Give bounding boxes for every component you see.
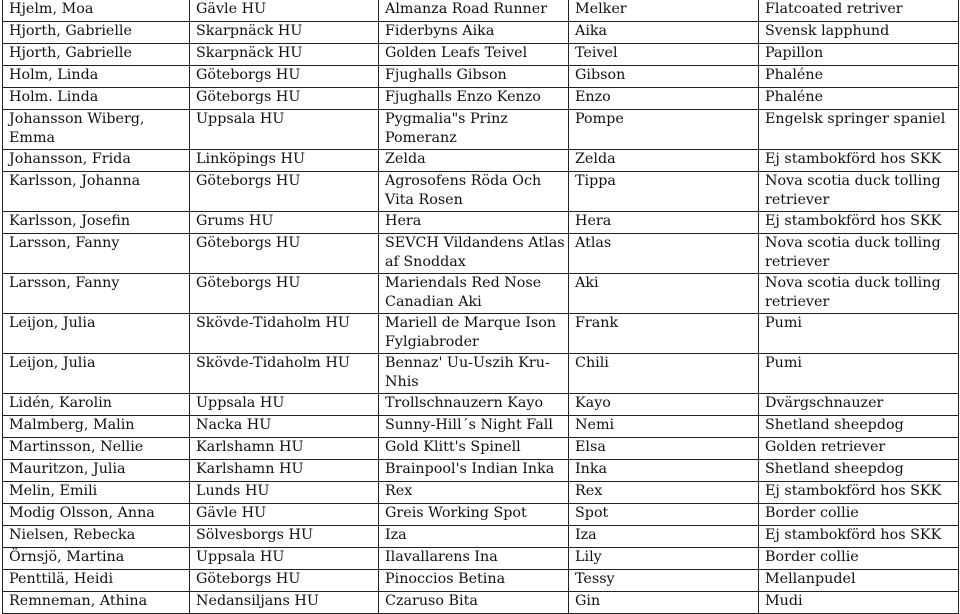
name-cell: Malmberg, Malin (3, 416, 190, 438)
table-row (3, 66, 959, 88)
name-cell: Remneman, Athina (3, 592, 190, 614)
dog-registered-name-cell: Pinoccios Betina (379, 570, 569, 592)
dog-registered-name-cell: Iza (379, 526, 569, 548)
name-cell: Melin, Emili (3, 482, 190, 504)
club-cell: Skarpnäck HU (190, 22, 379, 44)
table-row (3, 150, 959, 172)
dog-registered-name-cell: Hera (379, 212, 569, 234)
table-body (3, 0, 959, 614)
name-cell: Nielsen, Rebecka (3, 526, 190, 548)
dog-registered-name-cell: Fiderbyns Aika (379, 22, 569, 44)
club-cell: Skarpnäck HU (190, 44, 379, 66)
club-cell: Linköpings HU (190, 150, 379, 172)
table-row (3, 0, 959, 22)
name-cell: Hjelm, Moa (3, 0, 190, 22)
dog-call-name-cell: Aki (569, 274, 759, 314)
table-row (3, 438, 959, 460)
name-cell: Hjorth, Gabrielle (3, 44, 190, 66)
dog-registered-name-cell: Brainpool's Indian Inka (379, 460, 569, 482)
club-cell: Nacka HU (190, 416, 379, 438)
dog-registered-name-cell: Rex (379, 482, 569, 504)
dog-registered-name-cell: Ilavallarens Ina (379, 548, 569, 570)
table-row (3, 354, 959, 394)
dog-call-name-cell: Melker (569, 0, 759, 22)
breed-cell: Shetland sheepdog (759, 460, 959, 482)
name-cell: Lidén, Karolin (3, 394, 190, 416)
table-row (3, 110, 959, 150)
breed-cell: Nova scotia duck tolling retriever (759, 274, 959, 314)
table-row (3, 274, 959, 314)
dog-call-name-cell: Rex (569, 482, 759, 504)
breed-cell: Pumi (759, 354, 959, 394)
club-cell: Uppsala HU (190, 110, 379, 150)
breed-cell: Pumi (759, 314, 959, 354)
name-cell: Karlsson, Josefin (3, 212, 190, 234)
dog-call-name-cell: Atlas (569, 234, 759, 274)
dog-registered-name-cell: Fjughalls Gibson (379, 66, 569, 88)
table-row (3, 526, 959, 548)
dog-call-name-cell: Chili (569, 354, 759, 394)
table-row (3, 570, 959, 592)
dog-call-name-cell: Lily (569, 548, 759, 570)
name-cell: Larsson, Fanny (3, 234, 190, 274)
dog-call-name-cell: Spot (569, 504, 759, 526)
dog-call-name-cell: Frank (569, 314, 759, 354)
table-row (3, 460, 959, 482)
dog-registered-name-cell: Agrosofens Röda Och Vita Rosen (379, 172, 569, 212)
club-cell: Lunds HU (190, 482, 379, 504)
breed-cell: Shetland sheepdog (759, 416, 959, 438)
club-cell: Karlshamn HU (190, 438, 379, 460)
table-row (3, 592, 959, 614)
club-cell: Göteborgs HU (190, 88, 379, 110)
club-cell: Skövde-Tidaholm HU (190, 314, 379, 354)
breed-cell: Golden retriever (759, 438, 959, 460)
table-row (3, 314, 959, 354)
table-row (3, 394, 959, 416)
name-cell: Modig Olsson, Anna (3, 504, 190, 526)
dog-call-name-cell: Gin (569, 592, 759, 614)
dog-registered-name-cell: Almanza Road Runner (379, 0, 569, 22)
dog-call-name-cell: Tippa (569, 172, 759, 212)
breed-cell: Engelsk springer spaniel (759, 110, 959, 150)
name-cell: Penttilä, Heidi (3, 570, 190, 592)
dog-registered-name-cell: Bennaz' Uu-Uszih Kru-Nhis (379, 354, 569, 394)
table-row (3, 88, 959, 110)
breed-cell: Phaléne (759, 66, 959, 88)
dog-call-name-cell: Elsa (569, 438, 759, 460)
participant-table (2, 0, 959, 614)
club-cell: Karlshamn HU (190, 460, 379, 482)
name-cell: Leijon, Julia (3, 354, 190, 394)
name-cell: Johansson Wiberg, Emma (3, 110, 190, 150)
table-row (3, 22, 959, 44)
dog-registered-name-cell: SEVCH Vildandens Atlas af Snoddax (379, 234, 569, 274)
table-row (3, 482, 959, 504)
dog-registered-name-cell: Zelda (379, 150, 569, 172)
dog-registered-name-cell: Sunny-Hill´s Night Fall (379, 416, 569, 438)
dog-call-name-cell: Teivel (569, 44, 759, 66)
club-cell: Uppsala HU (190, 394, 379, 416)
dog-call-name-cell: Aika (569, 22, 759, 44)
dog-call-name-cell: Pompe (569, 110, 759, 150)
club-cell: Gävle HU (190, 0, 379, 22)
breed-cell: Nova scotia duck tolling retriever (759, 234, 959, 274)
breed-cell: Mellanpudel (759, 570, 959, 592)
breed-cell: Ej stambokförd hos SKK (759, 150, 959, 172)
dog-call-name-cell: Inka (569, 460, 759, 482)
table-row (3, 416, 959, 438)
dog-call-name-cell: Nemi (569, 416, 759, 438)
club-cell: Göteborgs HU (190, 570, 379, 592)
name-cell: Holm, Linda (3, 66, 190, 88)
breed-cell: Papillon (759, 44, 959, 66)
breed-cell: Ej stambokförd hos SKK (759, 482, 959, 504)
club-cell: Nedansiljans HU (190, 592, 379, 614)
name-cell: Leijon, Julia (3, 314, 190, 354)
dog-call-name-cell: Kayo (569, 394, 759, 416)
name-cell: Johansson, Frida (3, 150, 190, 172)
name-cell: Martinsson, Nellie (3, 438, 190, 460)
breed-cell: Mudi (759, 592, 959, 614)
dog-call-name-cell: Hera (569, 212, 759, 234)
club-cell: Grums HU (190, 212, 379, 234)
club-cell: Uppsala HU (190, 548, 379, 570)
name-cell: Larsson, Fanny (3, 274, 190, 314)
breed-cell: Border collie (759, 504, 959, 526)
table-row (3, 172, 959, 212)
dog-registered-name-cell: Greis Working Spot (379, 504, 569, 526)
club-cell: Göteborgs HU (190, 234, 379, 274)
table-row (3, 44, 959, 66)
dog-registered-name-cell: Golden Leafs Teivel (379, 44, 569, 66)
table-row (3, 234, 959, 274)
breed-cell: Phaléne (759, 88, 959, 110)
club-cell: Skövde-Tidaholm HU (190, 354, 379, 394)
breed-cell: Ej stambokförd hos SKK (759, 212, 959, 234)
name-cell: Hjorth, Gabrielle (3, 22, 190, 44)
name-cell: Mauritzon, Julia (3, 460, 190, 482)
breed-cell: Dvärgschnauzer (759, 394, 959, 416)
dog-call-name-cell: Gibson (569, 66, 759, 88)
breed-cell: Svensk lapphund (759, 22, 959, 44)
club-cell: Sölvesborgs HU (190, 526, 379, 548)
name-cell: Karlsson, Johanna (3, 172, 190, 212)
dog-registered-name-cell: Gold Klitt's Spinell (379, 438, 569, 460)
dog-registered-name-cell: Trollschnauzern Kayo (379, 394, 569, 416)
table-row (3, 504, 959, 526)
name-cell: Holm. Linda (3, 88, 190, 110)
table-row (3, 548, 959, 570)
dog-registered-name-cell: Czaruso Bita (379, 592, 569, 614)
dog-registered-name-cell: Mariell de Marque Ison Fylgiabroder (379, 314, 569, 354)
club-cell: Gävle HU (190, 504, 379, 526)
name-cell: Örnsjö, Martina (3, 548, 190, 570)
dog-registered-name-cell: Pygmalia"s Prinz Pomeranz (379, 110, 569, 150)
breed-cell: Nova scotia duck tolling retriever (759, 172, 959, 212)
dog-call-name-cell: Iza (569, 526, 759, 548)
breed-cell: Flatcoated retriver (759, 0, 959, 22)
breed-cell: Border collie (759, 548, 959, 570)
club-cell: Göteborgs HU (190, 274, 379, 314)
club-cell: Göteborgs HU (190, 172, 379, 212)
dog-call-name-cell: Tessy (569, 570, 759, 592)
dog-call-name-cell: Enzo (569, 88, 759, 110)
club-cell: Göteborgs HU (190, 66, 379, 88)
table-row (3, 212, 959, 234)
dog-registered-name-cell: Fjughalls Enzo Kenzo (379, 88, 569, 110)
dog-call-name-cell: Zelda (569, 150, 759, 172)
breed-cell: Ej stambokförd hos SKK (759, 526, 959, 548)
dog-registered-name-cell: Mariendals Red Nose Canadian Aki (379, 274, 569, 314)
